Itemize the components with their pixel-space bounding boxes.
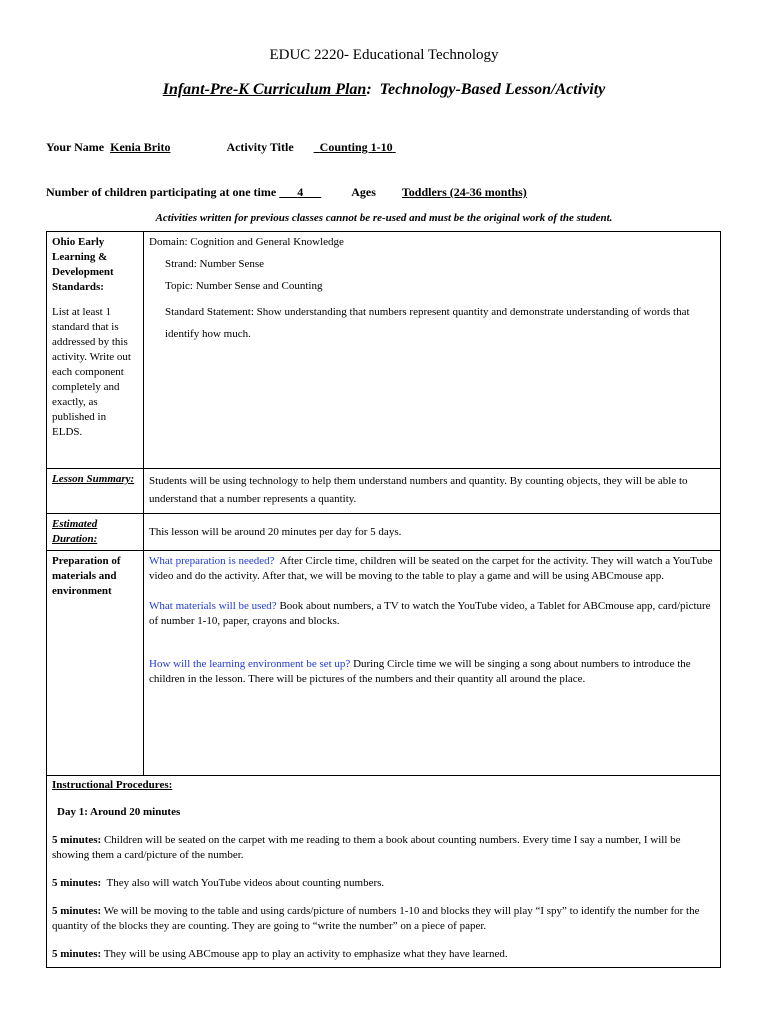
name-label: Your Name — [46, 140, 105, 154]
procedure-step-3 — [52, 904, 715, 934]
activity-label: Activity Title — [226, 140, 294, 154]
preparation-label: Preparation of materials and environment — [52, 555, 121, 597]
standards-topic: Topic: Number Sense and Counting — [165, 280, 323, 292]
preparation-item-2 — [149, 599, 715, 629]
preparation-item-1 — [149, 554, 715, 584]
preparation-question-3: How will the learning environment be set up? — [149, 658, 351, 670]
duration-text: This lesson will be around 20 minutes per day for 5 days. — [144, 514, 721, 551]
procedure-step-2-text: They also will watch YouTube videos about counting numbers. — [106, 877, 385, 889]
activity-value-text: Counting 1-10 — [319, 140, 393, 154]
preparation-content-cell — [144, 551, 721, 776]
procedure-step-1-text: Children will be seated on the carpet with me reading to them a book about counting numbers. Every time I say a number, I will be showing them a card/picture of the number. — [52, 834, 681, 861]
summary-label: Lesson Summary: — [52, 473, 135, 485]
preparation-label-cell — [47, 551, 144, 776]
procedure-step-2 — [52, 876, 715, 891]
course-title: EDUC 2220- Educational Technology — [269, 47, 499, 63]
ages-value: Toddlers (24-36 months) — [401, 185, 527, 199]
plan-title-prefix: Infant-Pre-K Curriculum Plan — [162, 81, 367, 98]
standards-strand: Strand: Number Sense — [165, 258, 264, 270]
summary-label-cell — [47, 469, 144, 514]
name-value: Kenia Brito — [110, 140, 171, 154]
preparation-answer-1: After Circle time, children will be seated on the carpet for the activity. They will watch a YouTube video and do the activity. After that, we will be moving to the table to play a game and will be using ABCmouse app. — [149, 555, 713, 582]
procedure-step-3-time: 5 minutes: — [52, 905, 102, 917]
standards-statement: Standard Statement: Show understanding that numbers represent quantity and demonstrate understanding of words that identify how much. — [165, 306, 690, 340]
preparation-question-1: What preparation is needed? — [149, 555, 275, 567]
procedure-step-1-time: 5 minutes: — [52, 834, 102, 846]
preparation-answer-2: Book about numbers, a TV to watch the YouTube video, a Tablet for ABCmouse app, card/picture of number 1-10, paper, crayons and blocks. — [149, 600, 711, 627]
duration-label-cell — [47, 514, 144, 551]
procedure-step-4-text: They will be using ABCmouse app to play an activity to emphasize what they have learned. — [103, 948, 508, 960]
lesson-plan-table — [46, 231, 721, 968]
procedures-row — [47, 776, 721, 968]
children-label: Number of children participating at one time — [46, 185, 277, 199]
children-value — [279, 185, 321, 199]
name-activity-row — [46, 140, 396, 155]
summary-row — [47, 469, 721, 514]
preparation-question-2: What materials will be used? — [149, 600, 277, 612]
summary-text: Students will be using technology to help them understand numbers and quantity. By counting objects, they will be able to understand that a number represents a quantity. — [144, 469, 721, 514]
children-ages-row — [46, 185, 527, 200]
preparation-row — [47, 551, 721, 776]
standards-label: Ohio Early Learning & Development Standards: — [52, 236, 114, 293]
plan-title: Infant-Pre-K Curriculum Plan: Technology-Based Lesson/Activity — [162, 81, 606, 98]
procedures-cell — [47, 776, 721, 968]
procedure-step-2-time: 5 minutes: — [52, 877, 102, 889]
standards-row — [47, 232, 721, 469]
standards-instruction: List at least 1 standard that is addressed by this activity. Write out each component completely and exactly, as published in ELDS. — [52, 306, 131, 438]
duration-label: Estimated Duration: — [52, 518, 98, 545]
preparation-answer-3: During Circle time we will be singing a song about numbers to introduce the children in the lesson. There will be pictures of the numbers and their quantity all around the place. — [149, 658, 691, 685]
procedure-step-3-text: We will be moving to the table and using cards/picture of numbers 1-10 and blocks they will play “I spy” to identify the number for the quantity of the blocks they are counting. They are going to “write the number” on a piece of paper. — [52, 905, 700, 932]
ages-label: Ages — [351, 185, 376, 199]
plan-title-suffix: Technology-Based Lesson/Activity — [379, 81, 606, 98]
originality-notice: Activities written for previous classes cannot be re-used and must be the original work of the student. — [155, 212, 613, 224]
standards-content-cell — [144, 232, 721, 469]
duration-row — [47, 514, 721, 551]
preparation-item-3 — [149, 657, 715, 687]
procedures-heading: Instructional Procedures: — [52, 779, 173, 791]
procedure-step-1 — [52, 833, 715, 863]
standards-label-cell — [47, 232, 144, 469]
procedure-step-4-time: 5 minutes: — [52, 948, 102, 960]
procedures-day-1: Day 1: Around 20 minutes — [57, 806, 181, 818]
standards-domain: Domain: Cognition and General Knowledge — [149, 236, 344, 248]
procedure-step-4 — [52, 947, 715, 962]
activity-value — [314, 140, 396, 154]
children-value-text: 4 — [297, 185, 304, 199]
